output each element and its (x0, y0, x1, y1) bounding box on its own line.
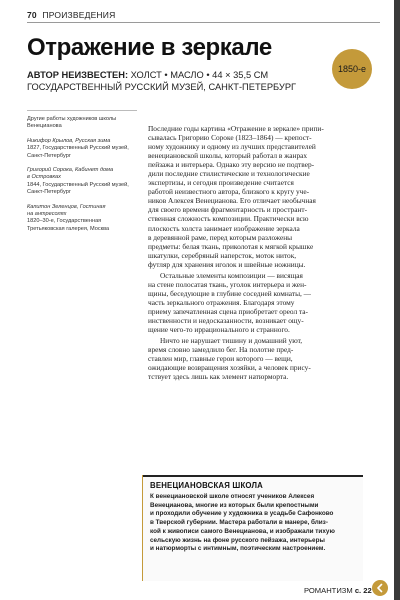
body-line: экспертизы, и сегодня произведение считается (148, 178, 294, 188)
body-line: для своего времени фрагментарность и пространт- (148, 205, 308, 215)
author-label: АВТОР НЕИЗВЕСТЕН: (27, 70, 129, 80)
work-details: 1844, Государственный Русский музей, (27, 181, 129, 188)
body-line: инственности и недосказанности, возникает ощу- (148, 315, 304, 325)
body-line: на стене полосатая ткань, уголок интерьера и жен- (148, 279, 307, 289)
date-badge: 1850-е (332, 49, 372, 89)
body-line: плоскость холста занимает изображение зеркала (148, 223, 300, 233)
arrow-left-glyph (375, 583, 385, 593)
body-line: ожидающие возвращения хозяйки, а человек прису- (148, 363, 311, 373)
artwork-meta (27, 70, 268, 80)
infobox-title: ВЕНЕЦИАНОВСКАЯ ШКОЛА (150, 481, 263, 490)
body-line: шкатулки, серебряный наперсток, моток ниток, (148, 250, 297, 260)
cross-reference-page: с. 22 (354, 586, 372, 595)
infobox-venetsianov-school (142, 475, 363, 581)
cross-reference (304, 586, 372, 595)
body-line: Ничто не нарушает тишину и домашний уют, (160, 336, 303, 346)
infobox-line: К венециановской школе относят учеников Алексея (150, 493, 315, 500)
work-title: Григорий Сорока, Кабинет дома (27, 167, 114, 174)
infobox-line: кой к живописи самого Венецианова, и изображали тихую (150, 527, 335, 535)
body-line: пейзажа и интерьера. Однако эту версию не подтвер- (148, 160, 315, 170)
work-details: 1820–30-е, Государственная (27, 218, 102, 225)
sidebar-rule (27, 110, 137, 111)
article-body (148, 124, 362, 381)
page-edge (394, 0, 400, 600)
body-line: предметы: белая ткань, приколотая к мягкой крышке (148, 241, 314, 251)
arrow-left-icon[interactable] (372, 580, 388, 596)
body-line: дили последние стилистические и технологические (148, 169, 310, 179)
sidebar-heading-line: Венецианова (27, 123, 62, 130)
sidebar-work-item (27, 138, 137, 160)
body-line: тствует здесь лишь как элемент натюрморта. (148, 372, 289, 382)
body-line: сывалась Григорию Сороке (1823–1864) — крепост- (148, 133, 312, 143)
work-title: Никифор Крылов, Русская зима (27, 137, 111, 144)
infobox-line: сельскую жизнь на фоне русского пейзажа, интерьеры (150, 536, 325, 544)
body-line: щины, беседующие в глубине соседней комнаты, — (148, 288, 312, 298)
body-line: время словно замедлило бег. На полотне пред- (148, 345, 294, 355)
body-line: ников Алексея Венецианова. Его отличает необычная (148, 196, 316, 206)
body-line: в деревянной раме, перед которым разложены (148, 232, 293, 242)
work-details: 1827, Государственный Русский музей, (27, 145, 129, 152)
work-title: Капитон Зеленцов, Гостиная (27, 203, 106, 210)
body-line: ставлен мир, главные герои которого — вещи, (148, 354, 293, 364)
work-details: Санкт-Петербург (27, 152, 71, 159)
body-line: Последние годы картина «Отражение в зеркале» припи- (148, 124, 324, 133)
body-line: венециановской школы, который работал в жанрах (148, 151, 308, 161)
body-line: ственная сложность композиции. Практически всю (148, 214, 309, 224)
body-line: работой неизвестного автора, близкого к кругу уче- (148, 187, 310, 197)
work-details: Третьяковская галерея, Москва (27, 225, 110, 232)
infobox-text (150, 493, 358, 554)
header-rule (27, 22, 380, 23)
section-name: ПРОИЗВЕДЕНИЯ (42, 10, 116, 20)
infobox-rule (143, 475, 363, 477)
body-line: футляр для хранения иголок и швейные ножницы. (148, 259, 306, 269)
sidebar-heading (27, 116, 137, 131)
running-head (27, 10, 115, 20)
cross-reference-label: РОМАНТИЗМ (304, 586, 353, 595)
infobox-line: и проходили обучение у художника в усадьбе Сафонково (150, 510, 334, 518)
body-line: ному художнику и одному из лучших представителей (148, 142, 316, 152)
infobox-line: Венецианова, многие из которых были крепостными (150, 501, 319, 509)
work-details: Санкт-Петербург (27, 189, 71, 196)
work-title: на антресолях (27, 211, 67, 218)
page-number: 70 (27, 10, 37, 20)
body-line: часть зеркального отражения. Благодаря этому (148, 297, 295, 307)
sidebar-work-item (27, 167, 137, 197)
sidebar-other-works (27, 116, 137, 240)
infobox-line: и натюрморты с интимным, поэтическим настроением. (150, 545, 326, 553)
body-line: щение чего-то иррационального и странного. (148, 325, 290, 335)
sidebar-heading-line: Другие работы художников школы (27, 116, 117, 122)
work-title: в Островках (27, 174, 61, 181)
artwork-title: Отражение в зеркале (27, 34, 272, 61)
infobox-line: в Тверской губернии. Мастера работали в манере, близ- (150, 519, 328, 527)
body-line: Остальные элементы композиции — висящая (160, 270, 303, 280)
artwork-location: ГОСУДАРСТВЕННЫЙ РУССКИЙ МУЗЕЙ, САНКТ-ПЕТЕРБУРГ (27, 82, 297, 92)
body-line: приему запечатленная сцена приобретает ореол та- (148, 306, 308, 316)
sidebar-work-item (27, 204, 137, 234)
artwork-medium: ХОЛСТ • МАСЛО • 44 × 35,5 СМ (130, 70, 269, 80)
